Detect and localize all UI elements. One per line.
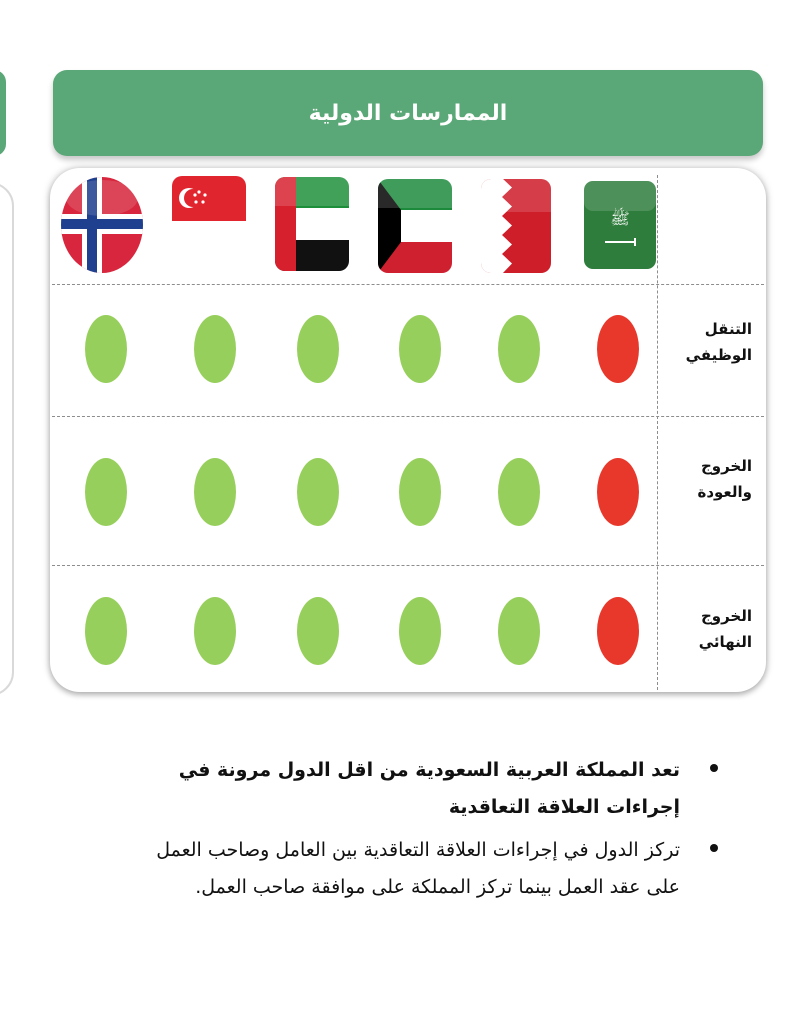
list-item <box>150 752 750 826</box>
status-dot-green <box>498 315 540 383</box>
singapore-flag-icon <box>171 175 247 267</box>
status-dot-green <box>194 458 236 526</box>
norway-flag-icon <box>60 176 144 274</box>
bullet-icon <box>710 844 718 852</box>
section-title: الممارسات الدولية <box>308 100 508 126</box>
status-dot-green <box>498 458 540 526</box>
status-dot-green <box>297 315 339 383</box>
status-dot-green <box>399 597 441 665</box>
adjacent-slide-header <box>0 70 6 156</box>
status-dot-green <box>297 597 339 665</box>
row-label-line: الوظيفي <box>685 346 752 364</box>
section-header <box>53 70 763 156</box>
status-dot-green <box>399 315 441 383</box>
row-label-job-mobility <box>672 316 752 368</box>
row-label-line: التنقل <box>704 320 752 338</box>
status-dot-red <box>597 597 639 665</box>
status-dot-red <box>597 315 639 383</box>
notes-list <box>150 752 750 912</box>
column-divider <box>657 175 658 690</box>
bullet-icon <box>710 764 718 772</box>
status-dot-green <box>297 458 339 526</box>
status-dot-green <box>498 597 540 665</box>
row-label-line: الخروج <box>700 457 752 475</box>
bullet-text: تعد المملكة العربية السعودية من اقل الدول مرونة في إجراءات العلاقة التعاقدية <box>178 759 680 818</box>
status-dot-green <box>85 458 127 526</box>
row-label-line: النهائي <box>698 633 752 651</box>
status-dot-green <box>399 458 441 526</box>
row-label-exit-reentry <box>672 453 752 505</box>
row-label-line: الخروج <box>700 607 752 625</box>
adjacent-slide-panel <box>0 182 14 696</box>
status-dot-green <box>85 597 127 665</box>
svg-text:ﷺ: ﷺ <box>610 209 630 228</box>
kuwait-flag-icon <box>377 178 453 274</box>
saudi-flag-icon <box>583 180 657 270</box>
status-dot-green <box>194 597 236 665</box>
uae-flag-icon <box>274 176 350 272</box>
status-dot-green <box>85 315 127 383</box>
bullet-text: تركز الدول في إجراءات العلاقة التعاقدية بين العامل وصاحب العمل على عقد العمل بينما تركز المملكة على موافقة صاحب العمل. <box>156 839 680 898</box>
status-dot-green <box>194 315 236 383</box>
list-item <box>150 832 750 906</box>
row-label-final-exit <box>672 603 752 655</box>
status-dot-red <box>597 458 639 526</box>
bahrain-flag-icon <box>480 178 552 274</box>
row-label-line: والعودة <box>697 483 752 501</box>
